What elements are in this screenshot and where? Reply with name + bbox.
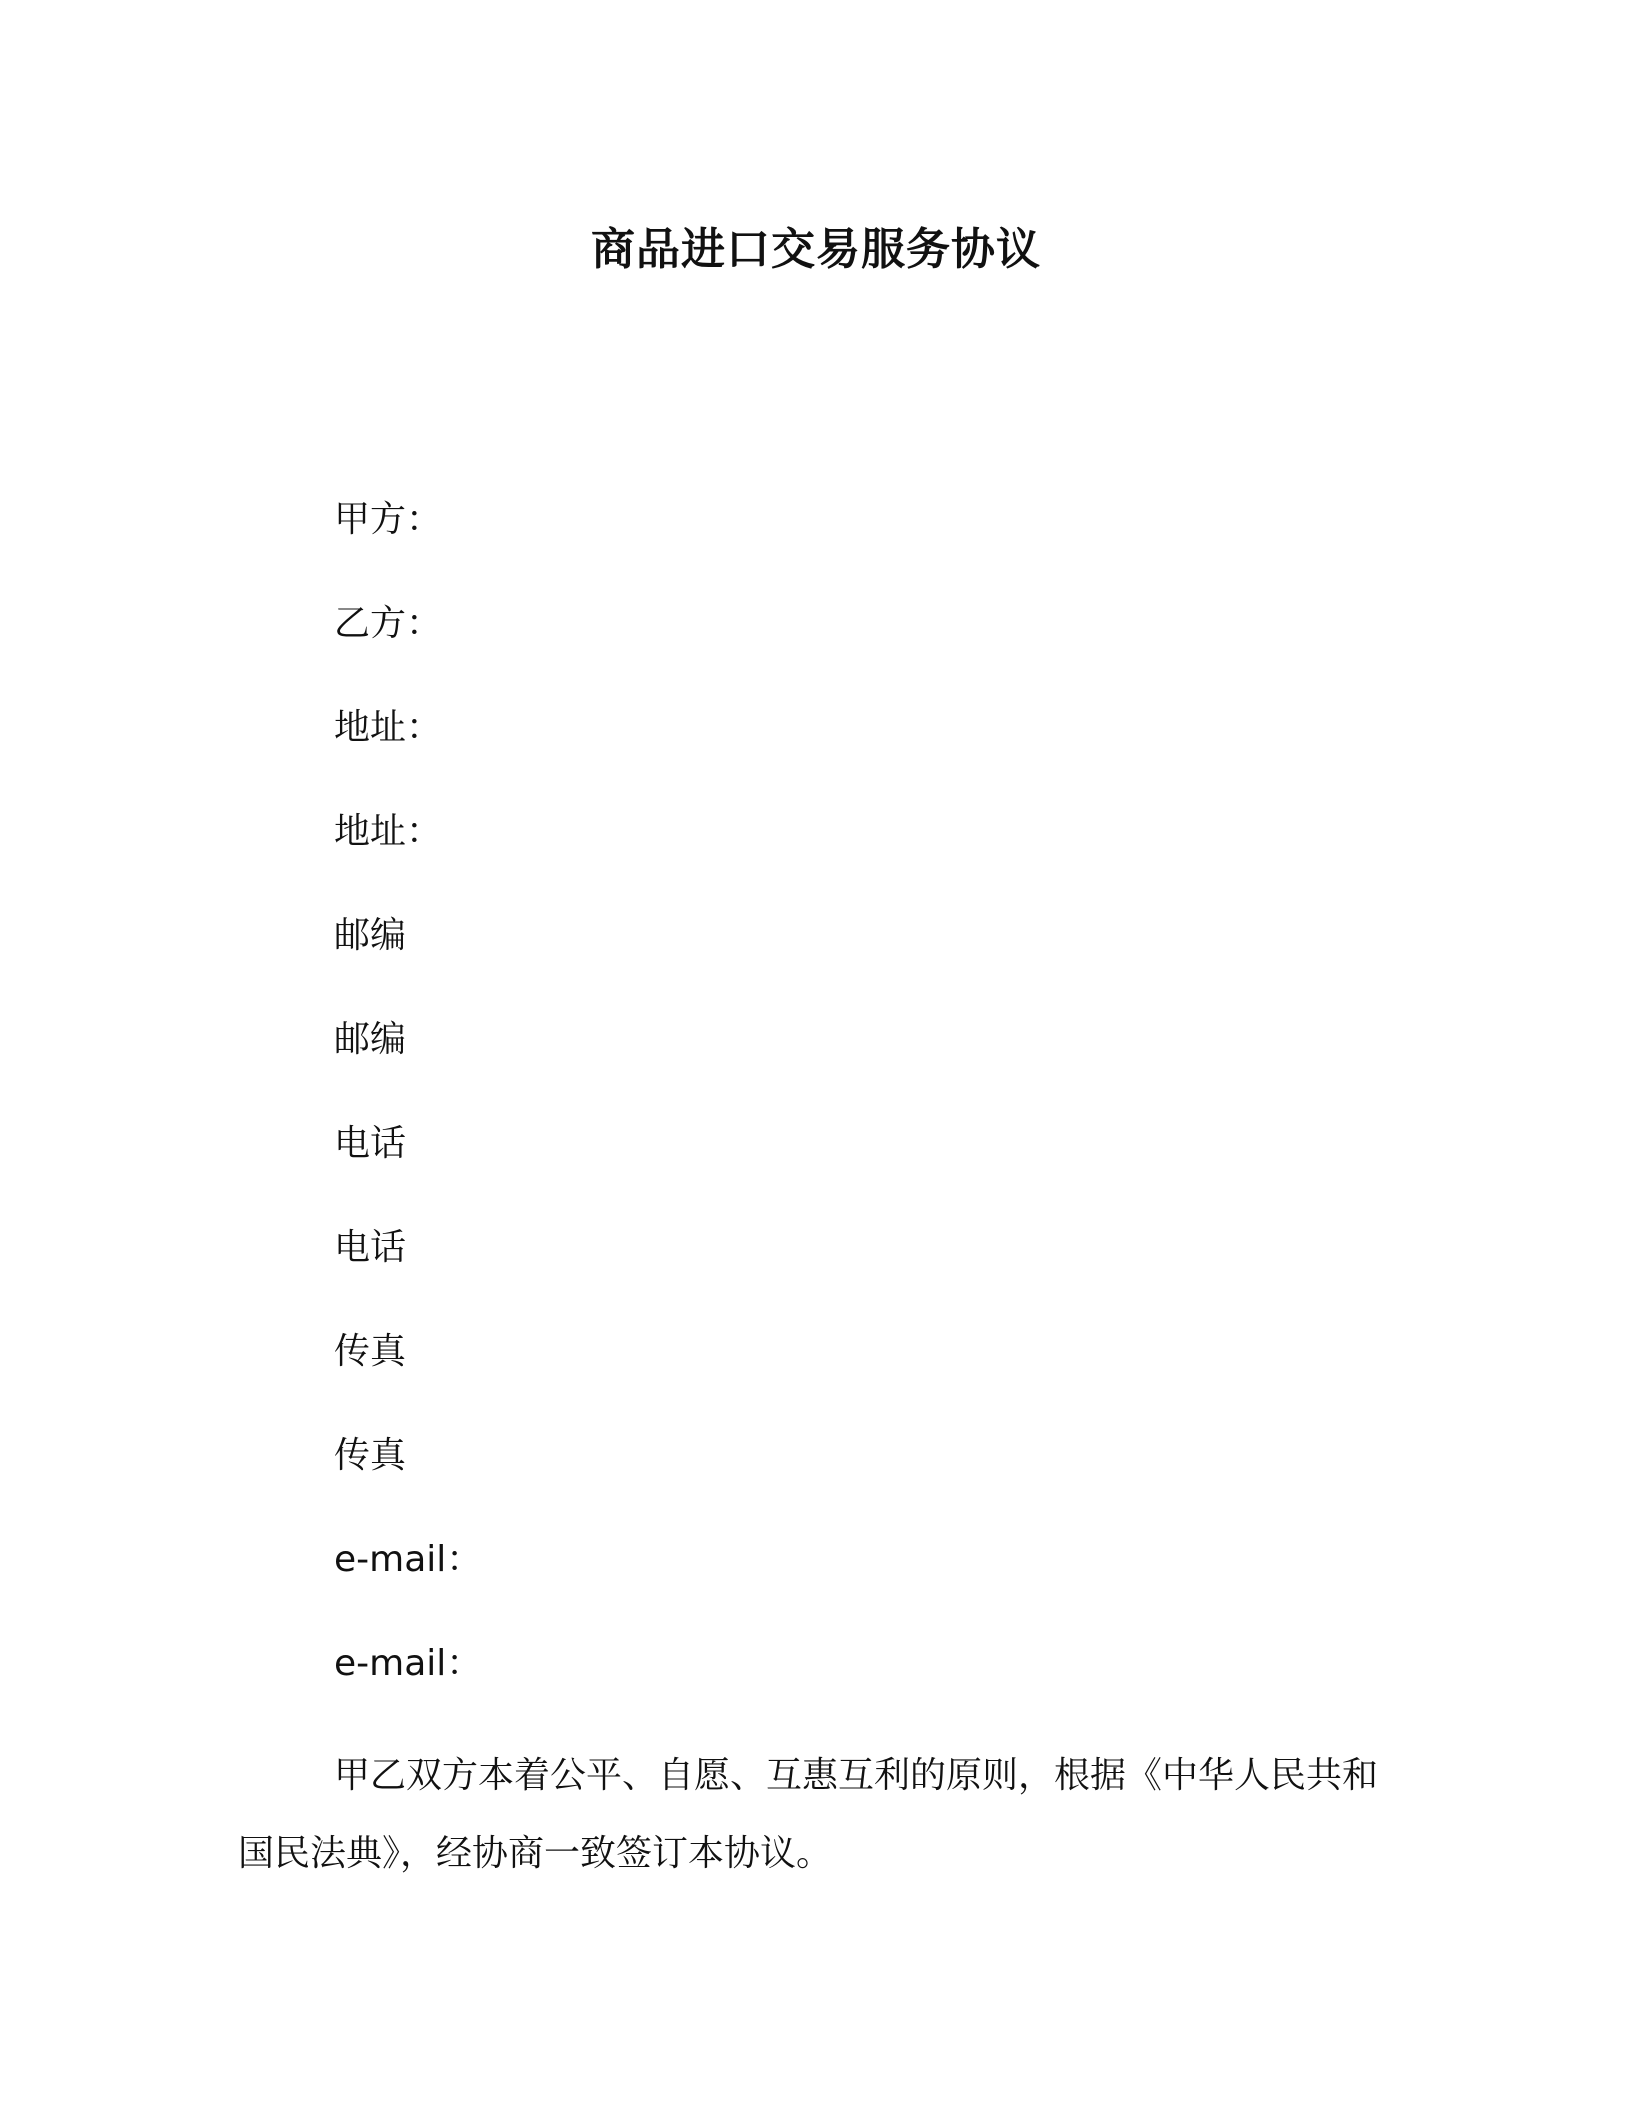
field-address-b: 地址：: [334, 811, 443, 852]
field-email-b: e-mail：: [334, 1643, 483, 1684]
field-phone-a: 电话: [334, 1123, 407, 1164]
field-phone-b: 电话: [334, 1227, 407, 1268]
field-fax-a: 传真: [334, 1331, 407, 1372]
field-postcode-b: 邮编: [334, 1019, 407, 1060]
field-fax-b: 传真: [334, 1435, 407, 1476]
field-address-a: 地址：: [334, 707, 443, 748]
field-party-b: 乙方：: [334, 603, 443, 644]
party-info-list: [334, 492, 1394, 1740]
field-postcode-a: 邮编: [334, 915, 407, 956]
field-party-a: 甲方：: [334, 499, 443, 540]
field-email-a: e-mail：: [334, 1539, 483, 1580]
intro-paragraph: 甲乙双方本着公平、自愿、互惠互利的原则，根据《中华人民共和国民法典》，经协商一致签订本协议。: [238, 1755, 1379, 1874]
document-title: 商品进口交易服务协议: [591, 224, 1041, 275]
